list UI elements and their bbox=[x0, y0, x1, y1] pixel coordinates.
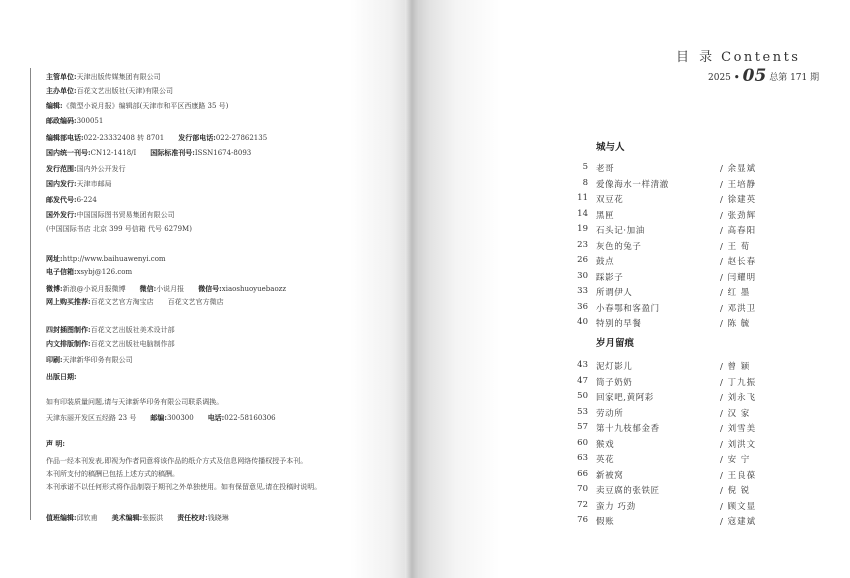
toc-page-number: 66 bbox=[577, 468, 588, 479]
toc-author: / 邓洪卫 bbox=[720, 303, 757, 314]
masthead-line bbox=[46, 513, 229, 523]
toc-page-number: 47 bbox=[577, 375, 588, 386]
masthead-value: 300051 bbox=[76, 117, 104, 125]
masthead-line bbox=[46, 267, 132, 277]
toc-title: 泥灯影儿 bbox=[596, 362, 633, 372]
masthead-label: 邮政编码: bbox=[46, 116, 77, 125]
toc-author: / 倪 锐 bbox=[720, 486, 751, 496]
masthead-line bbox=[46, 116, 103, 126]
toc-page-number: 19 bbox=[577, 224, 588, 234]
masthead-value: xsybj@126.com bbox=[76, 268, 133, 276]
toc-title: 猴戏 bbox=[596, 439, 615, 450]
toc-entry bbox=[560, 438, 770, 451]
masthead-value: (中国国际书店 北京 399 号信箱 代号 6279M) bbox=[46, 225, 192, 233]
toc-page-number: 33 bbox=[577, 286, 588, 296]
toc-entry bbox=[560, 178, 770, 191]
masthead-value: 作品一经本刊发表,即视为作者同意将该作品的纸介方式及信息网络传播权授予本刊。 bbox=[46, 457, 308, 465]
toc-title: 灰色的兔子 bbox=[596, 241, 642, 252]
toc-page-number: 43 bbox=[577, 360, 588, 370]
toc-title: 石头记·加油 bbox=[596, 226, 645, 236]
masthead-value: xiaoshuoyuebaozz bbox=[221, 285, 287, 293]
toc-page-number: 53 bbox=[577, 406, 588, 417]
masthead-label: 邮编: bbox=[150, 413, 167, 422]
masthead-line bbox=[46, 72, 161, 82]
issue-info bbox=[708, 66, 819, 86]
masthead-line bbox=[46, 210, 175, 220]
toc-author: / 寇建斌 bbox=[720, 517, 757, 527]
masthead-label: 网址: bbox=[46, 254, 63, 263]
masthead-value: 天津新华印务有限公司 bbox=[62, 356, 133, 364]
masthead-value: ISSN1674-8093 bbox=[194, 149, 252, 157]
masthead-label: 主办单位: bbox=[46, 86, 77, 95]
toc-entry bbox=[560, 484, 770, 497]
masthead-value: 300300 bbox=[166, 414, 194, 422]
masthead-line bbox=[46, 284, 286, 294]
masthead-value: 新浪@小说月报微博 bbox=[62, 285, 126, 293]
toc-title: 老哥 bbox=[596, 164, 615, 174]
toc-author: / 陈 毓 bbox=[720, 319, 751, 329]
masthead-value: 022-27862135 bbox=[215, 134, 268, 142]
toc-page-number: 50 bbox=[577, 391, 588, 401]
masthead-value: 天津出版传媒集团有限公司 bbox=[76, 73, 161, 81]
toc-author: / 王良葆 bbox=[720, 470, 757, 481]
masthead-label: 编辑: bbox=[46, 101, 63, 110]
masthead-line bbox=[46, 439, 65, 449]
toc-author: / 红 墨 bbox=[720, 288, 751, 298]
masthead-value: 国内外公开发行 bbox=[76, 165, 126, 173]
toc-title: 假账 bbox=[596, 517, 615, 527]
masthead-value: 百花文艺出版社美术设计部 bbox=[90, 326, 175, 334]
toc-page-number: 72 bbox=[577, 499, 588, 510]
issue-dot: • bbox=[733, 73, 740, 83]
toc-page-number: 40 bbox=[577, 317, 588, 327]
toc-entry bbox=[560, 271, 770, 284]
toc-author: / 赵长春 bbox=[720, 257, 757, 267]
masthead-line bbox=[46, 133, 267, 143]
masthead-value: 天津市邮局 bbox=[76, 180, 112, 188]
masthead-value: 6-224 bbox=[76, 196, 97, 204]
toc-page-number: 23 bbox=[577, 239, 588, 250]
toc-entry bbox=[560, 240, 770, 253]
masthead-label: 微信号: bbox=[198, 284, 222, 293]
toc-title: 爱像海水一样清澈 bbox=[596, 179, 669, 190]
toc-author: / 顾文显 bbox=[720, 501, 757, 512]
toc-page-number: 57 bbox=[577, 422, 588, 432]
masthead-label: 电子信箱: bbox=[46, 267, 77, 276]
masthead-value: 中国国际图书贸易集团有限公司 bbox=[76, 211, 175, 219]
masthead-line bbox=[46, 179, 112, 189]
toc-title: 回家吧,黄阿彩 bbox=[596, 393, 654, 403]
toc-entry bbox=[560, 209, 770, 222]
masthead-label: 微博: bbox=[46, 284, 63, 293]
toc-author: / 王 荀 bbox=[720, 241, 751, 252]
toc-author: / 张劲辉 bbox=[720, 210, 757, 221]
toc-author: / 余显斌 bbox=[720, 164, 757, 174]
masthead-line bbox=[46, 483, 321, 492]
masthead-label: 印刷: bbox=[46, 355, 63, 364]
masthead-line bbox=[46, 225, 192, 234]
toc-page-number: 26 bbox=[577, 255, 588, 265]
masthead-label: 电话: bbox=[207, 413, 225, 422]
toc-title: 黑匣 bbox=[596, 210, 615, 221]
toc-title: 所谓伊人 bbox=[596, 288, 633, 298]
toc-author: / 闫耀明 bbox=[720, 272, 757, 283]
toc-entry bbox=[560, 317, 770, 330]
toc-entry bbox=[560, 255, 770, 268]
masthead-label: 国际标准刊号: bbox=[150, 148, 195, 157]
toc-title: 小春鄂和客盈门 bbox=[596, 303, 660, 314]
masthead-line bbox=[46, 355, 133, 365]
toc-page-number: 30 bbox=[577, 270, 588, 281]
issue-number: 05 bbox=[742, 66, 767, 86]
toc-entry bbox=[560, 407, 770, 420]
toc-title: 蛮力 巧劲 bbox=[596, 501, 636, 512]
toc-entry bbox=[560, 193, 770, 206]
toc-author: / 刘洪文 bbox=[720, 439, 757, 450]
toc-page-number: 11 bbox=[577, 193, 588, 203]
toc-author: / 安 宁 bbox=[720, 455, 751, 465]
masthead-value: 本刊所支付的稿酬已包括上述方式的稿酬。 bbox=[46, 470, 179, 478]
masthead-value: 小说月报 bbox=[156, 285, 185, 293]
masthead-line bbox=[46, 254, 166, 264]
masthead-line bbox=[46, 372, 77, 382]
masthead-line bbox=[46, 86, 173, 96]
masthead-value: 张振洪 bbox=[142, 514, 164, 522]
masthead-value: 《微型小说月报》编辑部(天津市和平区西康路 35 号) bbox=[62, 102, 229, 110]
toc-entry bbox=[560, 500, 770, 513]
toc-author: / 丁九振 bbox=[720, 377, 757, 388]
toc-entry bbox=[560, 162, 770, 175]
toc-entry bbox=[560, 453, 770, 466]
issue-year: 2025 bbox=[708, 73, 731, 83]
masthead-label: 出版日期: bbox=[46, 372, 77, 381]
section-heading: 城与人 bbox=[596, 142, 625, 153]
masthead-value: 天津东丽开发区五经路 23 号 bbox=[46, 414, 137, 422]
masthead-label: 责任校对: bbox=[177, 513, 208, 522]
toc-title: 新被窝 bbox=[596, 470, 624, 481]
masthead-value: 钱晓琳 bbox=[207, 514, 229, 522]
toc-title: 卖豆腐的张铁匠 bbox=[596, 486, 660, 496]
toc-title: 筒子奶奶 bbox=[596, 377, 633, 388]
toc-entry bbox=[560, 224, 770, 237]
masthead-line bbox=[46, 148, 251, 158]
toc-title: 踩影子 bbox=[596, 272, 624, 283]
masthead-label: 主管单位: bbox=[46, 72, 77, 81]
masthead-label: 内文排版制作: bbox=[46, 339, 91, 348]
masthead-label: 微信: bbox=[139, 284, 157, 293]
toc-title: 英花 bbox=[596, 455, 615, 465]
masthead-value: 百花文艺官方微店 bbox=[167, 298, 224, 306]
toc-page-number: 5 bbox=[582, 162, 588, 172]
masthead-line bbox=[46, 325, 175, 335]
toc-title: 双豆花 bbox=[596, 195, 624, 205]
masthead-label: 值班编辑: bbox=[46, 513, 77, 522]
masthead-rule bbox=[30, 68, 31, 520]
masthead-value: 百花文艺出版社电脑制作部 bbox=[90, 340, 175, 348]
toc-entry bbox=[560, 469, 770, 482]
toc-author: / 刘永飞 bbox=[720, 393, 757, 403]
toc-page-number: 14 bbox=[577, 208, 588, 219]
masthead-label: 四封插图制作: bbox=[46, 325, 91, 334]
masthead-label: 发行部电话: bbox=[178, 133, 216, 142]
masthead-value: 邱钦甫 bbox=[76, 514, 98, 522]
book-gutter bbox=[405, 0, 419, 578]
toc-author: / 徐建英 bbox=[720, 195, 757, 205]
masthead-label: 国外发行: bbox=[46, 210, 77, 219]
masthead-label: 国内统一刊号: bbox=[46, 148, 91, 157]
masthead-value: 本刊承诺不以任何形式将作品制裂于期刊之外单独使用。如有保留意见,请在投稿时说明。 bbox=[46, 483, 322, 491]
toc-title: 劳动所 bbox=[596, 408, 624, 419]
toc-entry bbox=[560, 515, 770, 528]
masthead-line bbox=[46, 195, 97, 205]
toc-author: / 刘雪美 bbox=[720, 424, 757, 434]
contents-title-en: Contents bbox=[721, 50, 801, 65]
toc-author: / 曾 颖 bbox=[720, 362, 751, 372]
toc-page-number: 76 bbox=[577, 515, 588, 525]
masthead-label: 编辑部电话: bbox=[46, 133, 84, 142]
masthead-label: 国内发行: bbox=[46, 179, 77, 188]
toc-entry bbox=[560, 360, 770, 373]
masthead-line bbox=[46, 470, 179, 479]
masthead-line bbox=[46, 457, 307, 466]
masthead-value: 022-23332408 转 8701 bbox=[83, 134, 165, 142]
toc-author: / 王培静 bbox=[720, 179, 757, 190]
total-issue: 总第 171 期 bbox=[769, 73, 820, 83]
toc-entry bbox=[560, 391, 770, 404]
masthead-label: 邮发代号: bbox=[46, 195, 77, 204]
masthead-label: 美术编辑: bbox=[111, 513, 143, 522]
masthead-value: CN12-1418/I bbox=[90, 149, 137, 157]
masthead-label: 网上购买推荐: bbox=[46, 297, 91, 306]
toc-entry bbox=[560, 376, 770, 389]
toc-page-number: 63 bbox=[577, 453, 588, 463]
toc-page-number: 36 bbox=[577, 301, 588, 312]
masthead-line bbox=[46, 297, 224, 307]
masthead-label: 声 明: bbox=[46, 439, 66, 448]
masthead-value: http://www.baihuawenyi.com bbox=[62, 255, 166, 263]
masthead-line bbox=[46, 164, 126, 174]
toc-entry bbox=[560, 302, 770, 315]
toc-entry bbox=[560, 286, 770, 299]
masthead-value: 百花文艺出版社(天津)有限公司 bbox=[76, 87, 174, 95]
toc-title: 特别的早餐 bbox=[596, 319, 642, 329]
section-heading: 岁月留痕 bbox=[596, 338, 635, 349]
masthead-line bbox=[46, 101, 228, 111]
masthead-value: 百花文艺官方淘宝店 bbox=[90, 298, 154, 306]
toc-author: / 高春阳 bbox=[720, 226, 757, 236]
masthead-line bbox=[46, 339, 175, 349]
toc-page-number: 60 bbox=[577, 437, 588, 448]
masthead-value: 如有印装质量问题,请与天津新华印务有限公司联系调换。 bbox=[46, 398, 224, 406]
masthead-label: 发行范围: bbox=[46, 164, 77, 173]
toc-title: 第十九枝郁金香 bbox=[596, 424, 660, 434]
masthead-value: 022-58160306 bbox=[224, 414, 276, 422]
contents-title-cn: 目 录 bbox=[676, 50, 716, 65]
toc-author: / 汉 家 bbox=[720, 408, 751, 419]
toc-title: 鼓点 bbox=[596, 257, 615, 267]
toc-page-number: 70 bbox=[577, 484, 588, 494]
masthead-line bbox=[46, 398, 223, 407]
toc-entry bbox=[560, 422, 770, 435]
toc-page-number: 8 bbox=[582, 177, 588, 188]
masthead-line bbox=[46, 413, 276, 423]
contents-title bbox=[676, 46, 800, 65]
